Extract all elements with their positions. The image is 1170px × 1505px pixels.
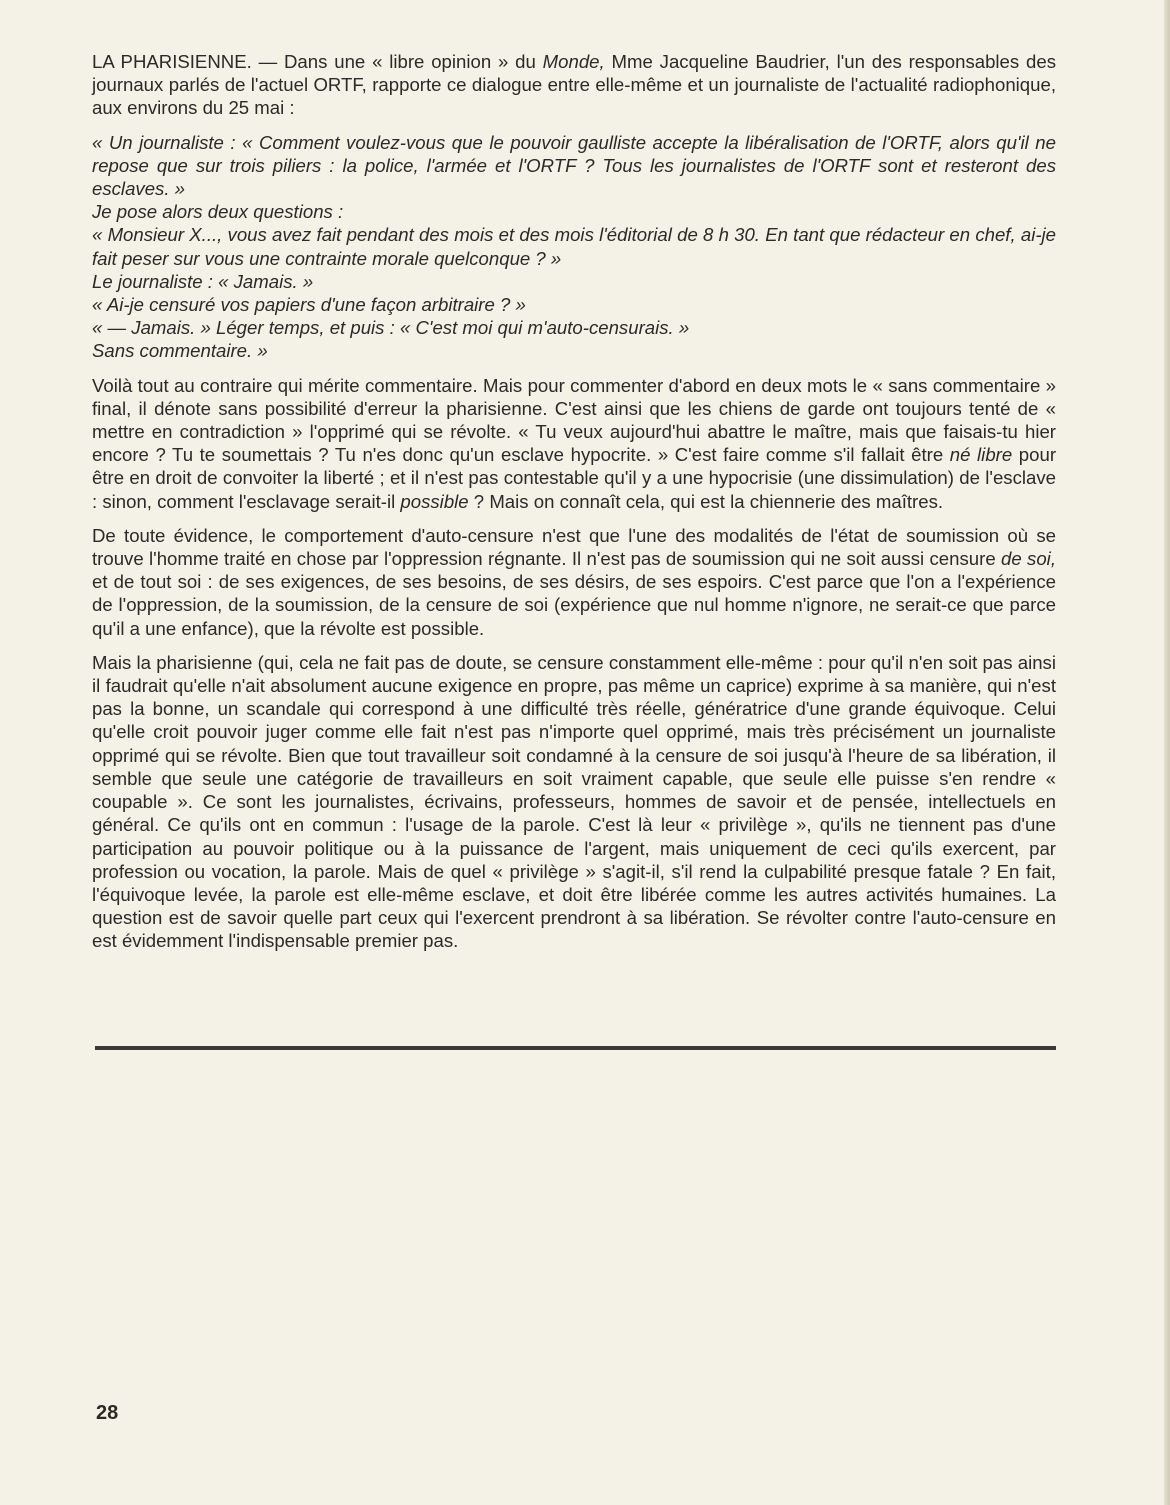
intro-text: Dans une « libre opinion » du	[284, 51, 543, 72]
section-divider	[95, 1046, 1056, 1050]
dialogue-quote	[92, 131, 1056, 363]
page-edge	[1164, 0, 1170, 1505]
quote-line: « Ai-je censuré vos papiers d'une façon arbitraire ? »	[92, 294, 526, 316]
intro-text-continued: Mme Jacqueline Baudrier, l'un des responsables des journaux parlés de l'actuel ORTF, rapporte ce dialogue entre elle-même et un journaliste de l'actualité radiophonique, aux environs du 25 mai :	[92, 51, 1056, 119]
paragraph-2	[92, 374, 1056, 513]
paragraph-text: Voilà tout au contraire qui mérite commentaire. Mais pour commenter d'abord en deux mots le « sans commentaire » final, il dénote sans possibilité d'erreur la pharisienne. C'est ainsi que les chiens de garde ont toujours tenté de « mettre en contradiction » l'opprimé qui se révolte. « Tu veux aujourd'hui abattre le maître, mais que faisais-tu hier encore ? Tu te soumettais ? Tu n'es donc qu'un esclave hypocrite. » C'est faire comme s'il fallait être	[92, 374, 1056, 466]
article-heading: LA PHARISIENNE. —	[92, 51, 284, 72]
paragraph-4: Mais la pharisienne (qui, cela ne fait pas de doute, se censure constamment elle-même : pour qu'il n'en soit pas ainsi il faudrait qu'elle n'ait absolument aucune exigence en propre, pas même un caprice) exprime à sa manière, qui n'est pas la bonne, un scandale qui correspond à une difficulté très réelle, génératrice d'une grande équivoque. Celui qu'elle croit pouvoir juger comme elle fait n'est pas n'importe quel opprimé, mais très précisément un journaliste opprimé qui se révolte. Bien que tout travailleur soit condamné à la censure de soi jusqu'à l'heure de sa libération, il semble que seule une catégorie de travailleurs en soit vraiment capable, que seule elle puisse s'en rendre « coupable ». Ce sont les journalistes, écrivains, professeurs, hommes de savoir et de pensée, intellectuels en général. Ce qu'ils ont en commun : l'usage de la parole. C'est là leur « privilège », qu'ils ne tiennent pas d'une participation au pouvoir politique ou à la puissance de l'argent, mais uniquement de ceci qu'ils exercent, par profession ou vocation, la parole. Mais de quel « privilège » s'agit-il, s'il rend la culpabilité presque fatale ? En fait, l'équivoque levée, la parole est elle-même esclave, et doit être libérée comme les autres activités humaines. La question est de savoir quelle part ceux qui l'exercent prendront à sa libération. Se révolter contre l'auto-censure en est évidemment l'indispensable premier pas.	[92, 651, 1056, 952]
intro-paragraph	[92, 50, 1056, 120]
quote-line: « Monsieur X..., vous avez fait pendant des mois et des mois l'éditorial de 8 h 30. En tant que rédacteur en chef, ai-je fait peser sur vous une contrainte morale quelconque ? »	[92, 224, 1056, 269]
paragraph-text: et de tout soi : de ses exigences, de ses besoins, de ses désirs, de ses espoirs. C'est parce que l'on a l'expérience de l'oppression, de la soumission, de la censure de soi (expérience que nul homme n'ignore, ne serait-ce que parce qu'il a une enfance), que la révolte est possible.	[92, 571, 1056, 639]
paragraph-text: pour être en droit de convoiter la liberté ; et il n'est pas contestable qu'il y a une hypocrisie (une dissimulation) de l'esclave : sinon, comment l'esclavage serait-il	[92, 444, 1057, 512]
page-number: 28	[96, 1402, 119, 1424]
quote-line: « Un journaliste : « Comment voulez-vous que le pouvoir gaulliste accepte la libéralisation de l'ORTF, alors qu'il ne repose que sur trois piliers : la police, l'armée et l'ORTF ? Tous les journalistes de l'ORTF sont et resteront des esclaves. »	[92, 131, 1056, 200]
paragraph-3	[92, 524, 1056, 640]
quote-line: Sans commentaire. »	[92, 340, 268, 362]
emphasis: possible	[400, 490, 469, 512]
quote-line: Le journaliste : « Jamais. »	[92, 270, 314, 292]
emphasis: de soi,	[1001, 548, 1056, 570]
paragraph-text: ? Mais on connaît cela, qui est la chiennerie des maîtres.	[468, 490, 944, 512]
newspaper-name: Monde,	[542, 51, 605, 72]
quote-line: Je pose alors deux questions :	[92, 201, 344, 223]
quote-line: « — Jamais. » Léger temps, et puis : « C'est moi qui m'auto-censurais. »	[92, 317, 690, 339]
paragraph-text: De toute évidence, le comportement d'auto-censure n'est que l'une des modalités de l'état de soumission où se trouve l'homme traité en chose par l'oppression régnante. Il n'est pas de soumission qui ne soit aussi censure	[92, 524, 1056, 570]
article-body	[92, 50, 1056, 964]
emphasis: né libre	[949, 444, 1013, 466]
